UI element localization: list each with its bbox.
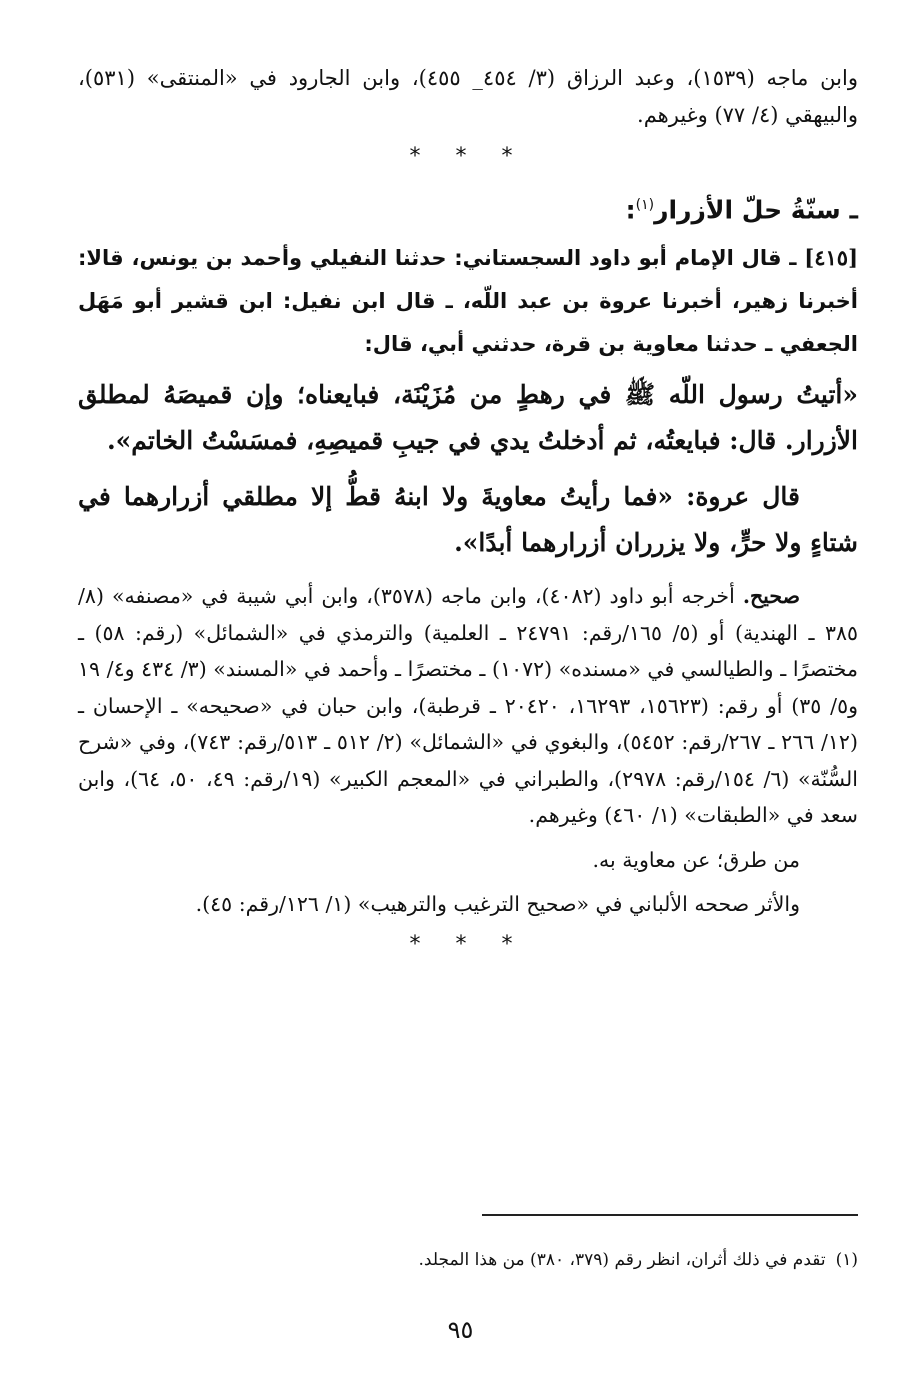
section-title-colon: : [625, 195, 636, 225]
section-title-text: ـ سنّةُ حلّ الأزرار [654, 195, 858, 225]
takhrij-paragraph [78, 578, 858, 834]
page-number: ٩٥ [447, 1316, 474, 1344]
hadith-matn: «أتيتُ رسول اللّه ﷺ في رهطٍ من مُزَيْنَة، فبايعناه؛ وإن قميصَهُ لمطلق الأزرار. قال: فبايعتُه، ثم أدخلتُ يدي في جيبِ قميصِهِ، فمسَسْتُ الخاتم». [78, 380, 858, 456]
hadith-number: [٤١٥] [804, 245, 858, 271]
footnote-text: تقدم في ذلك أثران، انظر رقم (٣٧٩، ٣٨٠) من هذا المجلد. [418, 1250, 826, 1270]
footnote-divider [482, 1214, 858, 1216]
albani-line: والأثر صححه الألباني في «صحيح الترغيب والترهيب» (١/ ١٢٦/رقم: ٤٥). [195, 891, 800, 916]
footnote [78, 1246, 858, 1274]
urwa-statement: قال عروة: «فما رأيتُ معاويةَ ولا ابنهُ قطُّ إلا مطلقي أزرارهما في شتاءٍ ولا حرٍّ، ولا يزرران أزرارهما أبدًا». [78, 482, 858, 558]
top-reference: وابن ماجه (١٥٣٩)، وعبد الرزاق (٣/ ٤٥٤_ ٤٥٥)، وابن الجارود في «المنتقى» (٥٣١)، والبيهقي (٤/ ٧٧) وغيرهم. [78, 66, 858, 127]
takhrij-text: أخرجه أبو داود (٤٠٨٢)، وابن ماجه (٣٥٧٨)، وابن أبي شيبة في «مصنفه» (٨/ ٣٨٥ ـ الهندية) أو (٥/ ١٦٥/رقم: ٢٤٧٩١ ـ العلمية) والترمذي في «الشمائل» (رقم: ٥٨) ـ مختصرًا ـ والطيالسي في «مسنده» (١٠٧٢) ـ مختصرًا ـ وأحمد في «المسند» (٣/ ٤٣٤ و٤/ ١٩ و٥/ ٣٥) أو رقم: (١٥٦٢٣، ١٦٢٩٣، ٢٠٤٢٠ ـ قرطبة)، وابن حبان في «صحيحه» ـ الإحسان ـ (١٢/ ٢٦٦ ـ ٢٦٧/رقم: ٥٤٥٢)، والبغوي في «الشمائل» (٢/ ٥١٢ ـ ٥١٣/رقم: ٧٤٣)، وفي «شرح السُّنّة» (٦/ ١٥٤/رقم: ٢٩٧٨)، والطبراني في «المعجم الكبير» (١٩/رقم: ٤٩، ٥٠، ٦٤)، وابن سعد في «الطبقات» (١/ ٤٦٠) وغيرهم. [78, 584, 858, 828]
footnote-reference: (١) [635, 197, 655, 213]
isnad-text: ـ قال الإمام أبو داود السجستاني: حدثنا النفيلي وأحمد بن يونس، قالا: أخبرنا زهير، أخبرنا عروة بن عبد اللّه، ـ قال ابن نفيل: ابن قشير أبو مَهَل الجعفي ـ حدثنا معاوية بن قرة، حدثني أبي، قال: [78, 246, 858, 357]
separator-top: * * * [409, 144, 527, 169]
page-body [78, 60, 858, 965]
turuq-line: من طرق؛ عن معاوية به. [592, 847, 800, 872]
separator-bottom: * * * [409, 931, 527, 957]
hadith-grade: صحيح. [742, 584, 801, 609]
footnote-mark: (١) [835, 1250, 858, 1270]
hadith-isnad [78, 236, 858, 366]
section-title [78, 183, 858, 232]
